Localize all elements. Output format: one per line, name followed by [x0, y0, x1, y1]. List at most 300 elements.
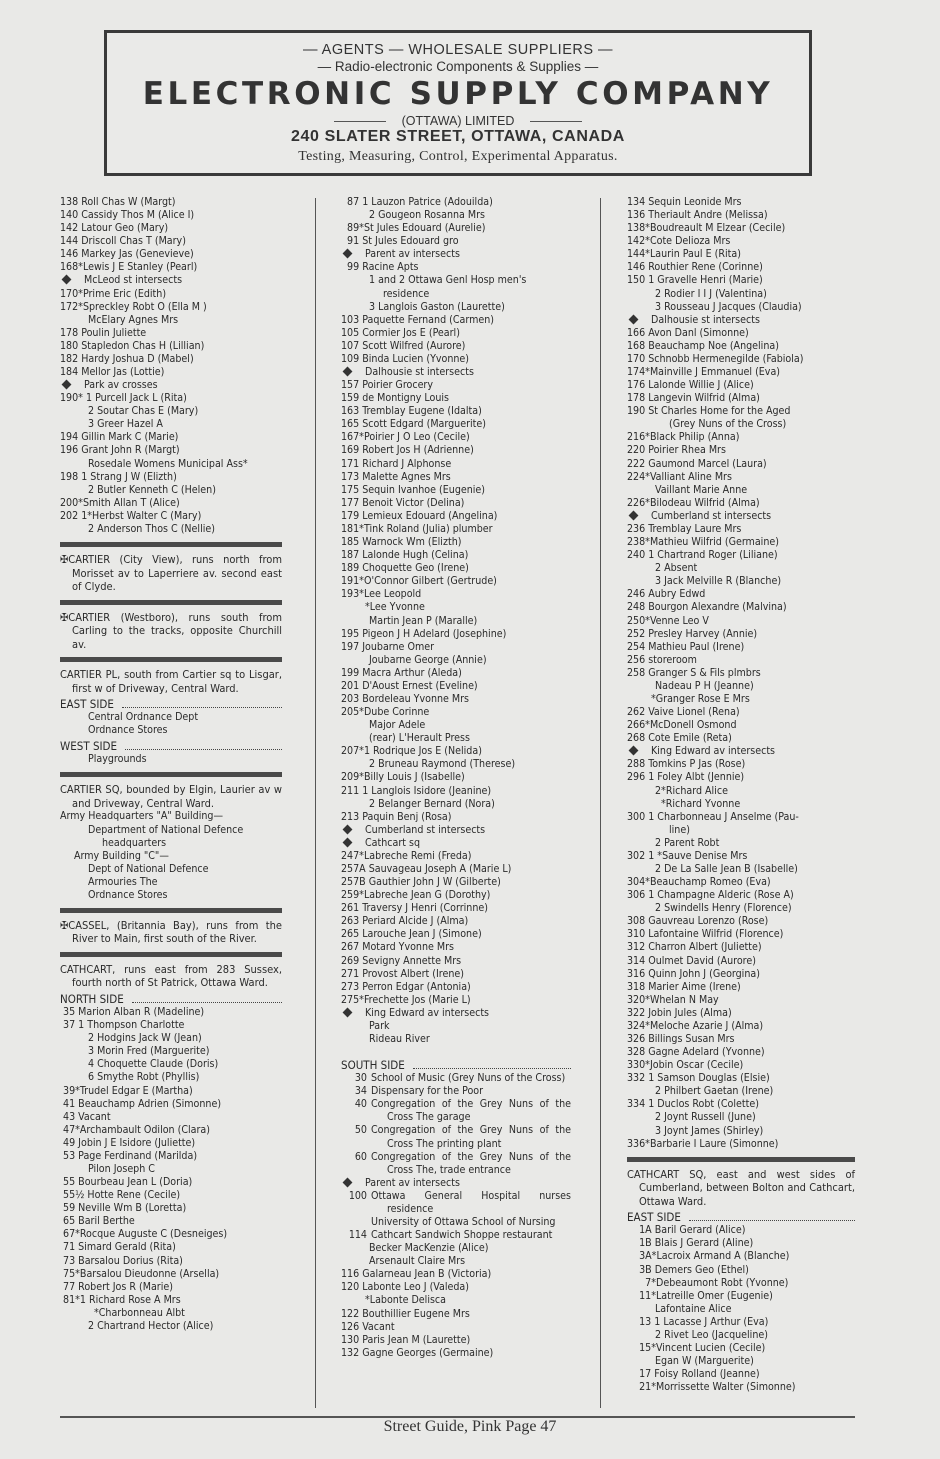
spacer — [341, 1046, 571, 1056]
listing-entry: Playgrounds — [88, 753, 147, 766]
listing-entry: 81*1 Richard Rose A Mrs — [60, 1293, 181, 1306]
listing-entry: Rosedale Womens Municipal Ass* — [88, 457, 248, 470]
listing-entry: 2 Bruneau Raymond (Therese) — [369, 758, 516, 771]
column-divider — [600, 198, 601, 1408]
listing-entry: Vaillant Marie Anne — [655, 483, 748, 496]
listing-entry: Central Ordnance Dept — [88, 711, 199, 724]
listing-entry: 163 Tremblay Eugene (Idalta) — [341, 405, 482, 418]
listing-entry: 330*Jobin Oscar (Cecile) — [627, 1059, 744, 1072]
listing-entry: 144*Laurin Paul E (Rita) — [627, 248, 741, 261]
listing-entry: 146 Routhier Rene (Corinne) — [627, 261, 763, 274]
diamond-icon — [343, 1007, 353, 1017]
dot-leader — [413, 1059, 571, 1069]
listing-entry — [341, 1072, 571, 1085]
section-divider — [627, 1157, 855, 1162]
listing-entry: 3 Jack Melville R (Blanche) — [655, 575, 782, 588]
intersection-text: Dalhousie st intersects — [365, 366, 474, 379]
street-heading-text: ✠CARTIER (Westboro), runs south from Carling to the tracks, opposite Churchill av. — [60, 610, 282, 651]
listing-entry — [341, 1098, 571, 1124]
listing-entry: 273 Perron Edgar (Antonia) — [341, 980, 471, 993]
listing-entry: 314 Oulmet David (Aurore) — [627, 954, 756, 967]
ad-address: 240 SLATER STREET, OTTAWA, CANADA — [291, 128, 625, 145]
listing-entry — [341, 1216, 571, 1229]
listing-entry: 109 Binda Lucien (Yvonne) — [341, 352, 470, 365]
listing-entry: 246 Aubry Edwd — [627, 588, 706, 601]
listing-entry: 169 Robert Jos H (Adrienne) — [341, 444, 474, 457]
diamond-icon — [343, 367, 353, 377]
intersection-marker — [627, 510, 855, 523]
dot-leader — [132, 993, 282, 1003]
diamond-icon — [629, 510, 639, 520]
listing-entry: 2 Anderson Thos C (Nellie) — [88, 522, 215, 535]
section-divider — [60, 600, 282, 605]
section-divider — [60, 772, 282, 777]
listing-entry: *Granger Rose E Mrs — [651, 692, 750, 705]
house-number: 34 — [348, 1085, 367, 1098]
listing-entry — [341, 1229, 571, 1242]
listing-entry: 170*Prime Eric (Edith) — [60, 287, 167, 300]
listing-entry: 132 Gagne Georges (Germaine) — [341, 1346, 494, 1359]
listing-entry: 261 Traversy J Henri (Corrinne) — [341, 902, 488, 915]
divider — [530, 121, 582, 122]
listing-entry: 6 Smythe Robt (Phyllis) — [88, 1071, 200, 1084]
advertisement-banner — [104, 30, 812, 176]
side-label: EAST SIDE — [60, 697, 114, 712]
listing-entry: Dept of National Defence — [88, 862, 209, 875]
listing-entry: 236 Tremblay Laure Mrs — [627, 522, 742, 535]
listing-text: Dispensary for the Poor — [371, 1085, 484, 1098]
listing-entry: 194 Gillin Mark C (Marie) — [60, 431, 179, 444]
listing-entry: 3 Morin Fred (Marguerite) — [88, 1045, 210, 1058]
listing-entry — [341, 1124, 571, 1150]
intersection-text: Cumberland st intersects — [651, 509, 772, 522]
listing-entry: 2 Belanger Bernard (Nora) — [369, 797, 495, 810]
listing-entry: 198 1 Strang J W (Elizth) — [60, 470, 177, 483]
listing-entry: 296 1 Foley Albt (Jennie) — [627, 771, 745, 784]
street-heading-text: CATHCART SQ, east and west sides of Cumberland, between Bolton and Cathcart, Ottawa Ward. — [627, 1167, 855, 1208]
listing-entry: 3B Demers Geo (Ethel) — [627, 1263, 749, 1276]
listing-entry: 266*McDonell Osmond — [627, 719, 737, 732]
listing-entry: 302 1 *Sauve Denise Mrs — [627, 849, 748, 862]
column-divider — [315, 198, 316, 1408]
diamond-icon — [629, 314, 639, 324]
listing-entry: 300 1 Charbonneau J Anselme (Pau- — [627, 810, 799, 823]
directory-column-2 — [341, 196, 571, 1360]
listing-entry: 138*Boudreault M Elzear (Cecile) — [627, 222, 786, 235]
street-heading-text: ✠CARTIER (City View), runs north from Morisset av to Laperriere av. second east of Clyde. — [60, 553, 282, 594]
listing-entry: 240 1 Chartrand Roger (Liliane) — [627, 549, 778, 562]
listing-entry: 49 Jobin J E Isidore (Juliette) — [60, 1136, 196, 1149]
listing-text: Congregation of the Grey Nuns of the Cross The, trade entrance — [371, 1150, 571, 1176]
listing-entry: 336*Barbarie I Laure (Simonne) — [627, 1137, 779, 1150]
listing-entry: 191*O'Connor Gilbert (Gertrude) — [341, 575, 497, 588]
listing-entry: 187 Lalonde Hugh (Celina) — [341, 549, 469, 562]
listing-entry: 257A Sauvageau Joseph A (Marie L) — [341, 862, 512, 875]
listing-entry: 1 and 2 Ottawa Genl Hosp men's — [369, 274, 527, 287]
intersection-marker — [341, 824, 571, 837]
listing-entry: 159 de Montigny Louis — [341, 392, 450, 405]
listing-entry: 7*Debeaumont Robt (Yvonne) — [627, 1276, 789, 1289]
house-number: 30 — [348, 1072, 367, 1085]
listing-entry: 275*Frechette Jos (Marie L) — [341, 993, 471, 1006]
listing-entry: 178 Langevin Wilfrid (Alma) — [627, 392, 760, 405]
listing-entry: Army Headquarters "A" Building— — [60, 810, 223, 823]
listing-entry: 202 1*Herbst Walter C (Mary) — [60, 509, 202, 522]
listing-entry: 67*Rocque Auguste C (Desneiges) — [60, 1228, 228, 1241]
listing-entry: Arsenault Claire Mrs — [369, 1255, 466, 1268]
side-label: NORTH SIDE — [60, 991, 124, 1006]
diamond-icon — [629, 746, 639, 756]
listing-entry: 122 Bouthillier Eugene Mrs — [341, 1307, 470, 1320]
listing-entry: 193*Lee Leopold — [341, 588, 422, 601]
page-footer: Street Guide, Pink Page 47 — [383, 1418, 557, 1435]
listing-entry: 107 Scott Wilfred (Aurore) — [341, 339, 466, 352]
street-heading-text: CARTIER SQ, bounded by Elgin, Laurier av w and Driveway, Central Ward. — [60, 783, 282, 810]
intersection-text: Cathcart sq — [365, 836, 421, 849]
listing-entry: 35 Marion Alban R (Madeline) — [60, 1006, 205, 1019]
listing-entry: 209*Billy Louis J (Isabelle) — [341, 771, 465, 784]
listing-entry — [341, 1151, 571, 1177]
listing-entry: 174*Mainville J Emmanuel (Eva) — [627, 366, 781, 379]
ad-components-line: — Radio-electronic Components & Supplies — — [317, 59, 599, 74]
listing-entry: 142*Cote Delioza Mrs — [627, 235, 731, 248]
listing-entry: Lafontaine Alice — [655, 1302, 732, 1315]
intersection-text: Park av crosses — [84, 379, 158, 392]
listing-entry: 328 Gagne Adelard (Yvonne) — [627, 1046, 765, 1059]
listing-entry: 324*Meloche Azarie J (Alma) — [627, 1019, 764, 1032]
listing-entry: 4 Choquette Claude (Doris) — [88, 1058, 219, 1071]
listing-text: Congregation of the Grey Nuns of the Cross The printing plant — [371, 1124, 571, 1150]
section-divider — [60, 657, 282, 662]
intersection-marker — [60, 379, 282, 392]
house-number: 100 — [348, 1189, 367, 1202]
side-heading — [60, 698, 282, 711]
listing-entry: 205*Dube Corinne — [341, 706, 430, 719]
listing-entry: Ordnance Stores — [88, 888, 168, 901]
listing-entry: 175 Sequin Ivanhoe (Eugenie) — [341, 483, 486, 496]
listing-entry: 17 Foisy Rolland (Jeanne) — [627, 1368, 760, 1381]
listing-entry: 59 Neville Wm B (Loretta) — [60, 1202, 187, 1215]
listing-entry: 195 Pigeon J H Adelard (Josephine) — [341, 627, 507, 640]
listing-entry: 196 Grant John R (Margt) — [60, 444, 180, 457]
side-label: EAST SIDE — [627, 1210, 681, 1225]
listing-entry: 166 Avon Danl (Simonne) — [627, 326, 749, 339]
listing-entry: 15*Vincent Lucien (Cecile) — [627, 1341, 766, 1354]
side-heading — [627, 1211, 855, 1224]
dot-leader — [689, 1211, 855, 1221]
intersection-marker — [341, 1177, 571, 1190]
diamond-icon — [62, 275, 72, 285]
listing-entry: 178 Poulin Juliette — [60, 326, 147, 339]
listing-entry: 318 Marier Aime (Irene) — [627, 980, 741, 993]
listing-entry: 1A Baril Gerard (Alice) — [627, 1224, 746, 1237]
listing-entry: 316 Quinn John J (Georgina) — [627, 967, 760, 980]
listing-entry: 150 1 Gravelle Henri (Marie) — [627, 274, 763, 287]
listing-entry: 184 Mellor Jas (Lottie) — [60, 366, 165, 379]
listing-entry: 222 Gaumond Marcel (Laura) — [627, 457, 767, 470]
listing-entry: 181*Tink Roland (Julia) plumber — [341, 522, 493, 535]
listing-entry: 213 Paquin Benj (Rosa) — [341, 810, 452, 823]
listing-entry: 265 Larouche Jean J (Simone) — [341, 928, 482, 941]
side-label: WEST SIDE — [60, 739, 118, 754]
listing-entry: 271 Provost Albert (Irene) — [341, 967, 464, 980]
listing-entry: 2 Rivet Leo (Jacqueline) — [655, 1328, 768, 1341]
listing-entry: 308 Gauvreau Lorenzo (Rose) — [627, 915, 769, 928]
listing-text: Cathcart Sandwich Shoppe restaurant — [371, 1229, 553, 1242]
listing-entry: 43 Vacant — [60, 1110, 111, 1123]
listing-entry: Egan W (Marguerite) — [655, 1355, 754, 1368]
listing-entry: 176 Lalonde Willie J (Alice) — [627, 379, 754, 392]
listing-entry: 77 Robert Jos R (Marie) — [60, 1280, 173, 1293]
intersection-marker — [627, 745, 855, 758]
listing-entry: 71 Simard Gerald (Rita) — [60, 1241, 176, 1254]
diamond-icon — [62, 380, 72, 390]
ad-subtitle: (OTTAWA) LIMITED — [401, 114, 515, 128]
listing-entry: 2 Butler Kenneth C (Helen) — [88, 483, 216, 496]
ad-company-name: ELECTRONIC SUPPLY COMPANY — [142, 76, 774, 112]
listing-entry: 190* 1 Purcell Jack L (Rita) — [60, 392, 187, 405]
listing-entry: 41 Beauchamp Adrien (Simonne) — [60, 1097, 222, 1110]
listing-entry: 103 Paquette Fernand (Carmen) — [341, 313, 495, 326]
dot-leader — [125, 740, 282, 750]
listing-entry: 185 Warnock Wm (Elizth) — [341, 536, 462, 549]
listing-entry: 322 Jobin Jules (Alma) — [627, 1006, 732, 1019]
listing-entry: 13 1 Lacasse J Arthur (Eva) — [627, 1315, 769, 1328]
listing-entry: 157 Poirier Grocery — [341, 379, 433, 392]
listing-entry: 252 Presley Harvey (Annie) — [627, 627, 758, 640]
listing-entry: 55½ Hotte Rene (Cecile) — [60, 1189, 181, 1202]
listing-entry: 189 Choquette Geo (Irene) — [341, 562, 469, 575]
house-number: 114 — [348, 1229, 367, 1242]
listing-text: Ottawa General Hospital nurses residence — [371, 1189, 571, 1215]
listing-entry: 3 Rousseau J Jacques (Claudia) — [655, 300, 802, 313]
listing-entry: 3A*Lacroix Armand A (Blanche) — [627, 1250, 790, 1263]
listing-entry: 2 Chartrand Hector (Alice) — [88, 1319, 214, 1332]
listing-entry: 203 Bordeleau Yvonne Mrs — [341, 692, 470, 705]
side-label: SOUTH SIDE — [341, 1058, 405, 1073]
listing-entry: 140 Cassidy Thos M (Alice I) — [60, 209, 195, 222]
listing-entry: 310 Lafontaine Wilfrid (Florence) — [627, 928, 784, 941]
listing-entry: 2 Soutar Chas E (Mary) — [88, 405, 199, 418]
listing-entry: 177 Benoit Victor (Delina) — [341, 496, 465, 509]
side-heading — [341, 1059, 571, 1072]
street-heading — [60, 611, 282, 652]
listing-entry: 254 Mathieu Paul (Irene) — [627, 640, 745, 653]
section-divider — [60, 542, 282, 547]
listing-entry: 3 Greer Hazel A — [88, 418, 163, 431]
listing-entry: 171 Richard J Alphonse — [341, 457, 452, 470]
listing-entry: 116 Galarneau Jean B (Victoria) — [341, 1268, 492, 1281]
listing-entry: Joubarne George (Annie) — [369, 653, 487, 666]
listing-entry: 73 Barsalou Dorius (Rita) — [60, 1254, 183, 1267]
street-heading — [60, 919, 282, 946]
listing-entry: 182 Hardy Joshua D (Mabel) — [60, 352, 194, 365]
house-number: 60 — [348, 1150, 367, 1163]
listing-entry: 3 Langlois Gaston (Laurette) — [369, 300, 505, 313]
listing-entry: 263 Periard Alcide J (Alma) — [341, 915, 469, 928]
listing-entry: 268 Cote Emile (Reta) — [627, 732, 732, 745]
street-heading — [60, 553, 282, 594]
intersection-text: King Edward av intersects — [365, 1006, 490, 1019]
street-heading-text: CATHCART, runs east from 283 Sussex, fourth north of St Patrick, Ottawa Ward. — [60, 962, 282, 990]
listing-entry: 2 Parent Robt — [655, 836, 720, 849]
listing-entry: 326 Billings Susan Mrs — [627, 1033, 735, 1045]
diamond-icon — [343, 824, 353, 834]
diamond-icon — [343, 837, 353, 847]
ad-subtitle-row — [107, 114, 809, 128]
listing-entry: 105 Cormier Jos E (Pearl) — [341, 326, 460, 339]
listing-entry: 332 1 Samson Douglas (Elsie) — [627, 1072, 770, 1085]
listing-entry: 288 Tomkins P Jas (Rose) — [627, 758, 746, 771]
listing-text: University of Ottawa School of Nursing — [371, 1216, 556, 1229]
listing-entry: Nadeau P H (Jeanne) — [655, 679, 754, 692]
diamond-icon — [343, 249, 353, 259]
intersection-marker — [341, 366, 571, 379]
listing-entry: *Charbonneau Albt — [94, 1306, 185, 1319]
listing-entry: *Labonte Delisca — [365, 1294, 447, 1307]
listing-entry: 197 Joubarne Omer — [341, 640, 435, 653]
listing-entry: 201 D'Aoust Ernest (Eveline) — [341, 679, 478, 692]
side-heading — [60, 740, 282, 753]
intersection-text: McLeod st intersects — [84, 274, 183, 287]
intersection-text: King Edward av intersects — [651, 745, 776, 758]
listing-entry: 39*Trudel Edgar E (Martha) — [60, 1084, 193, 1097]
listing-entry: McElary Agnes Mrs — [88, 313, 179, 326]
diamond-icon — [343, 1177, 353, 1187]
street-heading — [60, 783, 282, 810]
listing-entry — [341, 1190, 571, 1216]
listing-entry: 2 Hodgins Jack W (Jean) — [88, 1032, 202, 1045]
listing-entry: 173 Malette Agnes Mrs — [341, 470, 451, 483]
listing-entry: 144 Driscoll Chas T (Mary) — [60, 235, 186, 248]
listing-entry: 91 St Jules Edouard gro — [341, 235, 459, 248]
listing-entry: *Lee Yvonne — [365, 601, 425, 614]
ad-tagline: Testing, Measuring, Control, Experimental Apparatus. — [298, 149, 618, 164]
intersection-marker — [627, 314, 855, 327]
listing-entry: 170 Schnobb Hermenegilde (Fabiola) — [627, 352, 804, 365]
listing-entry: 262 Vaive Lionel (Rena) — [627, 706, 740, 719]
listing-entry: 165 Scott Edgard (Marguerite) — [341, 418, 486, 431]
listing-entry: 320*Whelan N May — [627, 993, 719, 1006]
house-number: 40 — [348, 1098, 367, 1111]
street-heading-text: ✠CASSEL, (Britannia Bay), runs from the River to Main, first south of the River. — [60, 918, 282, 946]
listing-text: School of Music (Grey Nuns of the Cross) — [371, 1072, 566, 1085]
listing-entry: 136 Theriault Andre (Melissa) — [627, 209, 768, 222]
listing-entry: 130 Paris Jean M (Laurette) — [341, 1333, 471, 1346]
street-heading — [627, 1168, 855, 1209]
listing-entry: 2 Philbert Gaetan (Irene) — [655, 1085, 774, 1098]
listing-entry: line) — [669, 823, 690, 836]
listing-entry: 55 Bourbeau Jean L (Doria) — [60, 1176, 193, 1189]
intersection-marker — [341, 248, 571, 261]
listing-entry: 142 Latour Geo (Mary) — [60, 222, 169, 235]
listing-entry: 65 Baril Berthe — [60, 1215, 135, 1228]
listing-entry: 1B Blais J Gerard (Aline) — [627, 1237, 754, 1250]
listing-entry: *Richard Yvonne — [661, 797, 741, 810]
listing-entry: 247*Labreche Remi (Freda) — [341, 849, 472, 862]
listing-entry: 134 Sequin Leonide Mrs — [627, 196, 742, 208]
listing-entry: Martin Jean P (Maralle) — [369, 614, 478, 627]
listing-entry: 180 Stapledon Chas H (Lillian) — [60, 339, 205, 352]
street-heading — [60, 668, 282, 695]
listing-entry: 2 Joynt Russell (June) — [655, 1111, 756, 1124]
divider — [334, 121, 386, 122]
listing-entry: 224*Valliant Aline Mrs — [627, 470, 732, 483]
listing-entry: Pilon Joseph C — [88, 1162, 155, 1175]
listing-entry: 199 Macra Arthur (Aleda) — [341, 666, 462, 679]
listing-entry: 37 1 Thompson Charlotte — [60, 1019, 185, 1032]
listing-entry: 87 1 Lauzon Patrice (Adouilda) — [341, 196, 493, 208]
listing-entry: 238*Mathieu Wilfrid (Germaine) — [627, 536, 779, 549]
listing-entry: 2 Swindells Henry (Florence) — [655, 902, 792, 915]
street-heading-text: CARTIER PL, south from Cartier sq to Lisgar, first w of Driveway, Central Ward. — [60, 668, 282, 695]
listing-entry: 207*1 Rodrique Jos E (Nelida) — [341, 745, 482, 758]
listing-entry: 304*Beauchamp Romeo (Eva) — [627, 876, 771, 889]
listing-entry: 120 Labonte Leo J (Valeda) — [341, 1281, 469, 1294]
listing-entry: 258 Granger S & Fils plmbrs — [627, 666, 761, 679]
listing-entry: Department of National Defence — [88, 823, 244, 836]
listing-entry: 99 Racine Apts — [341, 261, 419, 274]
listing-entry: 2 Gougeon Rosanna Mrs — [369, 209, 485, 222]
listing-entry: 3 Joynt James (Shirley) — [655, 1124, 764, 1137]
listing-entry: 89*St Jules Edouard (Aurelie) — [341, 222, 486, 235]
listing-entry: Becker MacKenzie (Alice) — [369, 1242, 489, 1255]
listing-entry: 2*Richard Alice — [655, 784, 728, 797]
listing-entry: 146 Markey Jas (Genevieve) — [60, 248, 194, 261]
listing-entry: Park — [369, 1019, 390, 1032]
listing-entry: residence — [383, 287, 430, 300]
intersection-text: Parent av intersects — [365, 248, 460, 261]
listing-text: Congregation of the Grey Nuns of the Cross The garage — [371, 1098, 571, 1124]
listing-entry: 269 Sevigny Annette Mrs — [341, 954, 462, 967]
listing-entry: 2 Absent — [655, 562, 698, 575]
listing-entry: 256 storeroom — [627, 653, 697, 666]
house-number — [341, 1216, 371, 1229]
listing-entry: 168*Lewis J E Stanley (Pearl) — [60, 261, 198, 274]
listing-entry: 126 Vacant — [341, 1320, 395, 1333]
listing-entry: 334 1 Duclos Robt (Colette) — [627, 1098, 759, 1111]
house-number: 50 — [348, 1124, 367, 1137]
directory-column-1 — [60, 196, 282, 1333]
intersection-text: Dalhousie st intersects — [651, 313, 760, 326]
listing-entry: 220 Poirier Rhea Mrs — [627, 444, 726, 457]
listing-entry: 259*Labreche Jean G (Dorothy) — [341, 889, 491, 902]
listing-entry: Ordnance Stores — [88, 724, 168, 737]
listing-entry: 257B Gauthier John J W (Gilberte) — [341, 876, 501, 889]
intersection-marker — [341, 837, 571, 850]
section-divider — [60, 952, 282, 957]
side-heading — [60, 993, 282, 1006]
listing-entry: 2 De La Salle Jean B (Isabelle) — [655, 862, 798, 875]
listing-entry: (Grey Nuns of the Cross) — [669, 418, 787, 431]
listing-entry: 75*Barsalou Dieudonne (Arsella) — [60, 1267, 220, 1280]
listing-entry: 21*Morrissette Walter (Simonne) — [627, 1381, 796, 1394]
intersection-marker — [341, 1007, 571, 1020]
listing-entry: 168 Beauchamp Noe (Angelina) — [627, 339, 779, 352]
listing-entry: 250*Venne Leo V — [627, 614, 709, 627]
listing-entry: 226*Bilodeau Wilfrid (Alma) — [627, 496, 760, 509]
ad-agents-line: — AGENTS — WHOLESALE SUPPLIERS — — [302, 42, 614, 58]
listing-entry: Armouries The — [88, 875, 158, 888]
listing-entry: 138 Roll Chas W (Margt) — [60, 196, 176, 208]
listing-entry: 47*Archambault Odilon (Clara) — [60, 1123, 210, 1136]
listing-entry: 53 Page Ferdinand (Marilda) — [60, 1149, 198, 1162]
street-heading — [60, 963, 282, 990]
dot-leader — [122, 698, 282, 708]
listing-entry: 267 Motard Yvonne Mrs — [341, 941, 455, 954]
listing-entry: 312 Charron Albert (Juliette) — [627, 941, 762, 954]
listing-entry: headquarters — [102, 836, 167, 849]
